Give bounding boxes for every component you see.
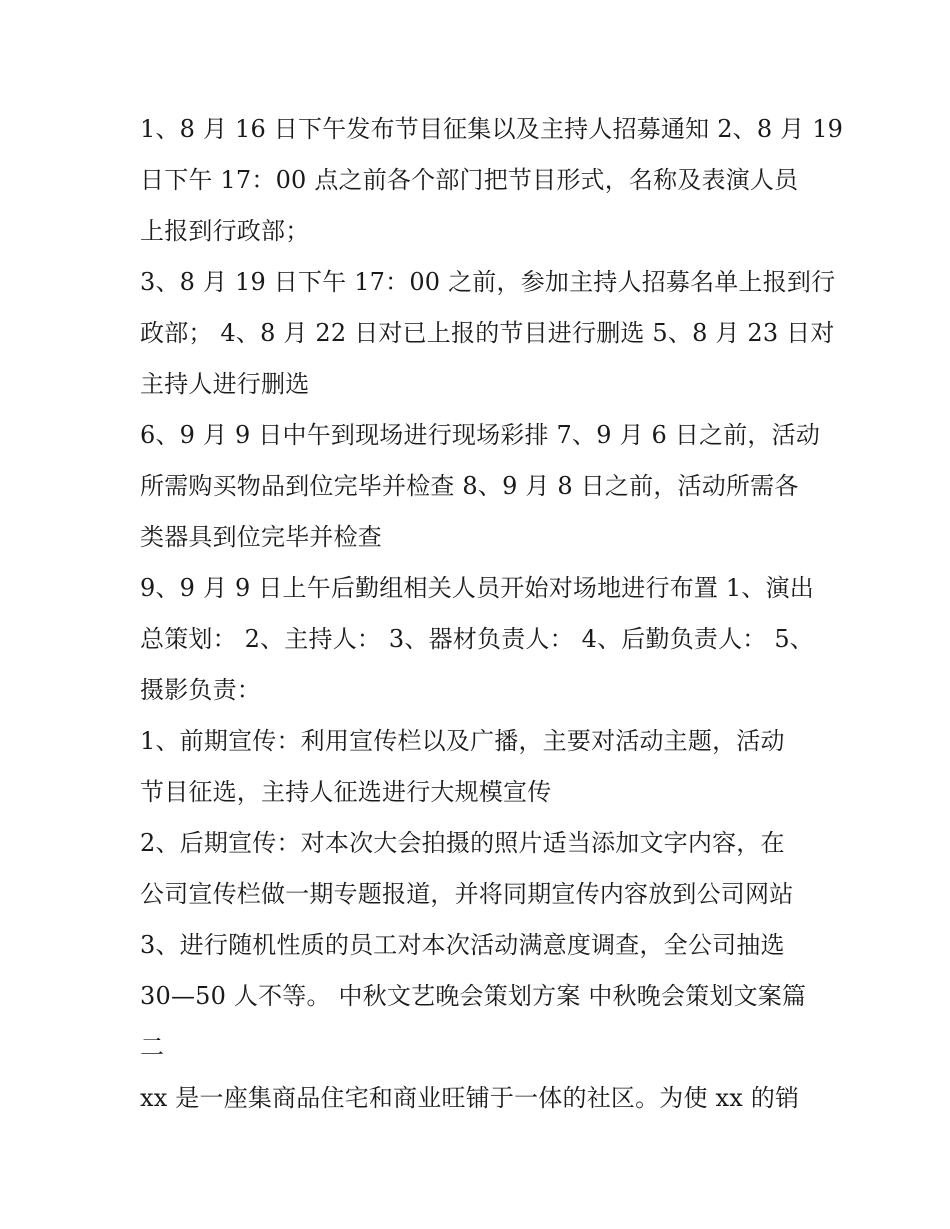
- text-line: 政部； 4、8 月 22 日对已上报的节目进行删选 5、8 月 23 日对: [140, 319, 835, 347]
- document-body: [140, 104, 844, 1124]
- text-line: 1、前期宣传：利用宣传栏以及广播，主要对活动主题，活动: [140, 727, 785, 755]
- text-line: 公司宣传栏做一期专题报道，并将同期宣传内容放到公司网站: [140, 880, 794, 908]
- text-line: 日下午 17：00 点之前各个部门把节目形式，名称及表演人员: [140, 166, 799, 194]
- text-line: 3、进行随机性质的员工对本次活动满意度调查，全公司抽选: [140, 931, 785, 959]
- text-line: 总策划： 2、主持人： 3、器材负责人： 4、后勤负责人： 5、: [140, 625, 814, 653]
- text-line: 9、9 月 9 日上午后勤组相关人员开始对场地进行布置 1、演出: [140, 574, 814, 602]
- text-line: 1、8 月 16 日下午发布节目征集以及主持人招募通知 2、8 月 19: [140, 115, 844, 143]
- text-line: 节目征选，主持人征选进行大规模宣传: [140, 778, 552, 806]
- text-line: 6、9 月 9 日中午到现场进行现场彩排 7、9 月 6 日之前，活动: [140, 421, 821, 449]
- text-line: 2、后期宣传：对本次大会拍摄的照片适当添加文字内容，在: [140, 829, 785, 857]
- text-line: xx 是一座集商品住宅和商业旺铺于一体的社区。为使 xx 的销: [140, 1084, 800, 1112]
- text-line: 主持人进行删选: [140, 370, 310, 398]
- text-line: 所需购买物品到位完毕并检查 8、9 月 8 日之前，活动所需各: [140, 472, 799, 500]
- text-line: 摄影负责：: [140, 676, 261, 704]
- text-line: 30—50 人不等。 中秋文艺晚会策划方案 中秋晚会策划文案篇: [140, 982, 807, 1010]
- text-line: 3、8 月 19 日下午 17：00 之前，参加主持人招募名单上报到行: [140, 268, 836, 296]
- text-line: 上报到行政部；: [140, 217, 310, 245]
- text-line: 二: [140, 1033, 165, 1061]
- text-line: 类器具到位完毕并检查: [140, 523, 382, 551]
